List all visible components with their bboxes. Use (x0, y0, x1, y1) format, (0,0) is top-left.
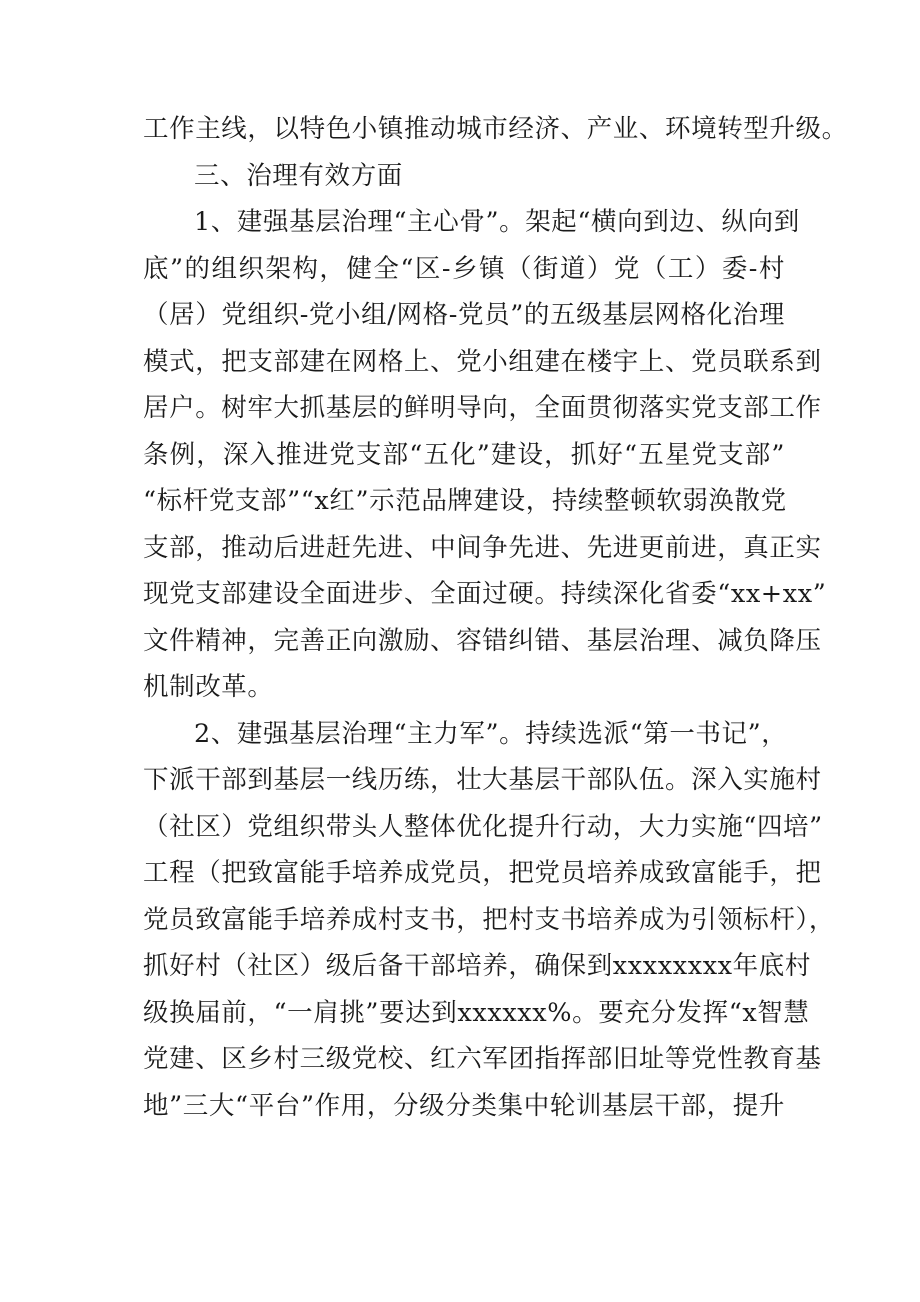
section-heading: 三、治理有效方面 (194, 160, 403, 191)
text-line: 级换届前，“一肩挑”要达到xxxxxx%。要充分发挥“x智慧 (143, 997, 810, 1028)
text-line: 下派干部到基层一线历练，壮大基层干部队伍。深入实施村 (143, 765, 822, 795)
text-line: 党员致富能手培养成村支书，把村支书培养成为引领标杆）， (143, 904, 835, 935)
text-line: 文件精神，完善正向激励、容错纠错、基层治理、减负降压 (143, 625, 822, 656)
text-line: 模式，把支部建在网格上、党小组建在楼宇上、党员联系到 (143, 346, 822, 377)
text-line: 支部，推动后进赶先进、中间争先进、先进更前进，真正实 (143, 532, 822, 563)
paragraph-start-line: 2、建强基层治理“主力军”。持续选派“第一书记”， (194, 718, 788, 749)
document-body (143, 106, 848, 1129)
text-line: 地”三大“平台”作用，分级分类集中轮训基层干部，提升 (143, 1090, 785, 1121)
text-line: 条例，深入推进党支部“五化”建设，抓好“五星党支部” (143, 439, 785, 470)
text-line: （居）党组织-党小组/网格-党员”的五级基层网格化治理 (143, 300, 785, 330)
text-line: 抓好村（社区）级后备干部培养，确保到xxxxxxxx年底村 (143, 951, 811, 981)
text-line: 现党支部建设全面进步、全面过硬。持续深化省委“xx+xx” (143, 579, 827, 609)
text-line: 党建、区乡村三级党校、红六军团指挥部旧址等党性教育基 (143, 1044, 822, 1074)
text-line: “标杆党支部”“x红”示范品牌建设，持续整顿软弱涣散党 (143, 486, 787, 516)
text-line: （社区）党组织带头人整体优化提升行动，大力实施“四培” (143, 811, 823, 842)
text-line: 底”的组织架构，健全“区-乡镇（街道）党（工）委-村 (143, 253, 785, 284)
text-line: 工程（把致富能手培养成党员，把党员培养成致富能手，把 (143, 858, 822, 888)
text-line: 居户。树牢大抓基层的鲜明导向，全面贯彻落实党支部工作 (143, 393, 822, 423)
paragraph-start-line: 1、建强基层治理“主心骨”。架起“横向到边、纵向到 (194, 207, 800, 237)
paragraph-end-line: 机制改革。 (143, 672, 274, 702)
text-line: 工作主线，以特色小镇推动城市经济、产业、环境转型升级。 (143, 114, 848, 144)
